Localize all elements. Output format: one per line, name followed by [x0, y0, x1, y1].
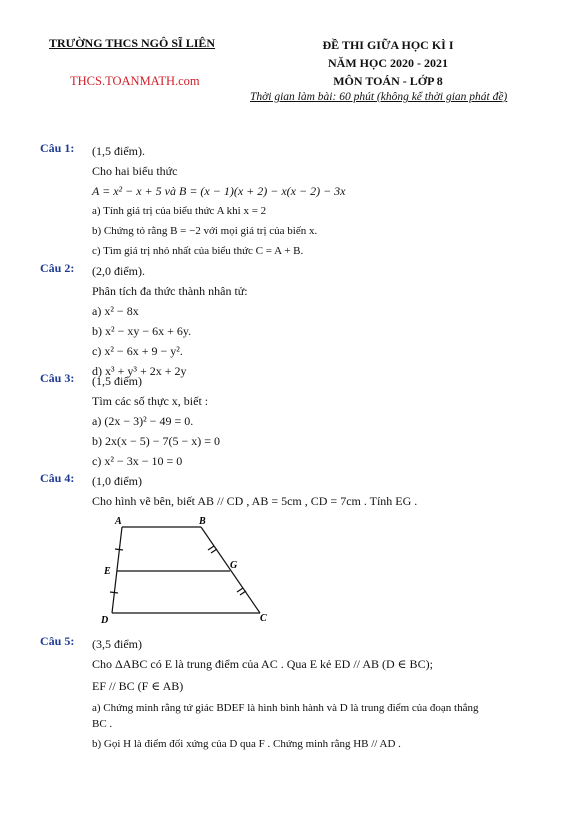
question-label: Câu 1: [40, 141, 75, 155]
question-body [92, 261, 572, 381]
label-g: G [230, 560, 238, 571]
question-line: a) (2x − 3)² − 49 = 0. [92, 414, 194, 428]
label-d: D [101, 615, 109, 626]
label-e: E [104, 566, 111, 577]
question-line: Phân tích đa thức thành nhân tử: [92, 284, 248, 298]
question-label: Câu 3: [40, 371, 75, 385]
time-note: Thời gian làm bài: 60 phút (không kể thời gian phát đề) [250, 91, 508, 103]
exam-title: ĐỀ THI GIỮA HỌC KÌ I [322, 38, 454, 52]
question-points: (3,5 điểm) [92, 637, 142, 651]
question-points: (1,0 điểm) [92, 474, 142, 488]
question-line: a) Chứng minh rằng tứ giác BDEF là hình bình hành và D là trung điểm của đoạn thẳng [92, 702, 479, 714]
question-line: EF // BC (F ∈ AB) [92, 679, 184, 693]
question-line: c) x² − 3x − 10 = 0 [92, 454, 183, 468]
question-body [92, 371, 572, 471]
question-line: b) Chứng tỏ rằng B = −2 với mọi giá trị của biến x. [92, 225, 318, 237]
label-b: B [199, 516, 206, 527]
question-line: Tìm các số thực x, biết : [92, 394, 209, 408]
question-line: b) x² − xy − 6x + 6y. [92, 324, 192, 338]
question-line: Cho hai biểu thức [92, 164, 178, 178]
question-label: Câu 4: [40, 471, 75, 485]
question-body [92, 471, 572, 511]
label-c: C [260, 613, 267, 624]
question-line: c) x² − 6x + 9 − y². [92, 344, 183, 358]
question-line: Cho ΔABC có E là trung điểm của AC . Qua E kẻ ED // AB (D ∈ BC); [92, 657, 433, 671]
question-label: Câu 5: [40, 634, 75, 648]
segment-ad [112, 527, 122, 613]
question-line: a) Tính giá trị của biểu thức A khi x = 2 [92, 205, 267, 217]
label-a: A [115, 516, 122, 527]
question-label: Câu 2: [40, 261, 75, 275]
question-line: d) x³ + y³ + 2x + 2y [92, 364, 187, 378]
question-line: A = x² − x + 5 và B = (x − 1)(x + 2) − x(x − 2) − 3x [92, 184, 346, 198]
school-year: NĂM HỌC 2020 - 2021 [328, 56, 448, 70]
question-body [92, 141, 572, 261]
school-name: TRƯỜNG THCS NGÔ SĨ LIÊN [49, 36, 216, 50]
subject: MÔN TOÁN - LỚP 8 [333, 74, 443, 88]
question-points: (1,5 điểm). [92, 144, 145, 158]
question-line: b) 2x(x − 5) − 7(5 − x) = 0 [92, 434, 221, 448]
question-body [92, 634, 572, 754]
question-points: (2,0 điểm). [92, 264, 145, 278]
question-points: (1,5 điểm) [92, 374, 142, 388]
question-line: Cho hình vẽ bên, biết AB // CD , AB = 5cm , CD = 7cm . Tính EG . [92, 494, 418, 508]
question-line: a) x² − 8x [92, 304, 139, 318]
website-link[interactable]: THCS.TOANMATH.com [70, 74, 200, 88]
trapezoid-figure [95, 515, 275, 627]
exam-header [303, 36, 473, 90]
question-line: b) Gọi H là điểm đối xứng của D qua F . Chứng minh rằng HB // AD . [92, 738, 401, 750]
question-line: BC . [92, 718, 113, 730]
question-line: c) Tìm giá trị nhỏ nhất của biểu thức C = A + B. [92, 245, 304, 257]
